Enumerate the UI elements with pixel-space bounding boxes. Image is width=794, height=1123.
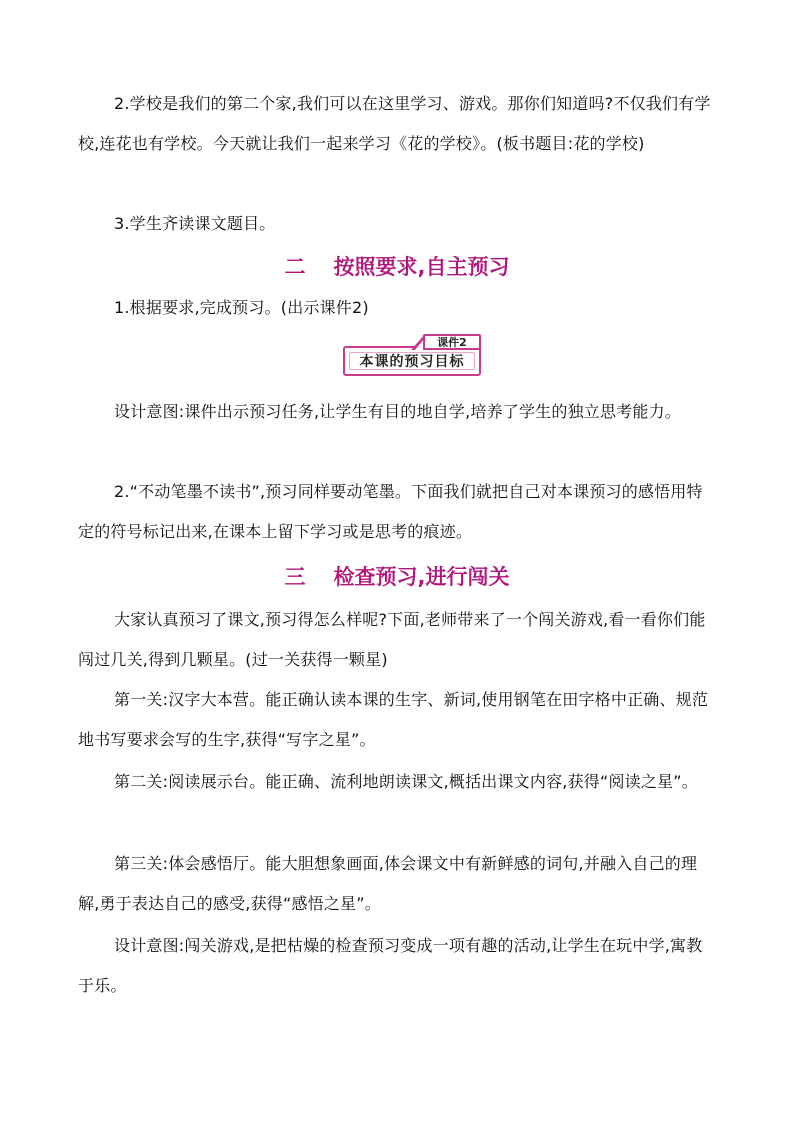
section-title: 检查预习,进行闯关 [333, 565, 510, 589]
section-heading-check [0, 562, 794, 592]
paragraph-intro-school: 2.学校是我们的第二个家,我们可以在这里学习、游戏。那你们知道吗?不仅我们有学校,连花也有学校。今天就让我们一起来学习《花的学校》。(板书题目:花的学校) [78, 94, 711, 153]
paragraph-preview-task: 1.根据要求,完成预习。(出示课件2) [114, 298, 369, 317]
paragraph-design-intent-2: 设计意图:闯关游戏,是把枯燥的检查预习变成一项有趣的活动,让学生在玩中学,寓教于乐。 [78, 936, 703, 995]
paragraph-design-intent-1: 设计意图:课件出示预习任务,让学生有目的地自学,培养了学生的独立思考能力。 [114, 402, 681, 421]
paragraph-level-1: 第一关:汉字大本营。能正确认读本课的生字、新词,使用钢笔在田字格中正确、规范地书写要求会写的生字,获得“写字之星”。 [78, 690, 709, 749]
paragraph-read-title: 3.学生齐读课文题目。 [114, 214, 276, 233]
section-heading-preview [0, 252, 794, 282]
paragraph-level-3: 第三关:体会感悟厅。能大胆想象画面,体会课文中有新鲜感的词句,并融入自己的理解,勇于表达自己的感受,获得“感悟之星”。 [78, 854, 698, 913]
badge-frame [343, 346, 481, 376]
paragraph-game-intro: 大家认真预习了课文,预习得怎么样呢?下面,老师带来了一个闯关游戏,看一看你们能闯过几关,得到几颗星。(过一关获得一颗星) [78, 610, 706, 669]
section-number: 二 [284, 255, 306, 279]
section-number: 三 [284, 565, 306, 589]
paragraph-level-2: 第二关:阅读展示台。能正确、流利地朗读课文,概括出课文内容,获得“阅读之星”。 [114, 772, 698, 791]
badge-label: 本课的预习目标 [349, 352, 475, 370]
badge-tag: 课件2 [423, 334, 481, 350]
section-title: 按照要求,自主预习 [333, 255, 510, 279]
courseware-badge [343, 334, 483, 380]
paragraph-pen-and-ink: 2.“不动笔墨不读书”,预习同样要动笔墨。下面我们就把自己对本课预习的感悟用特定的符号标记出来,在课本上留下学习或是思考的痕迹。 [78, 482, 703, 541]
